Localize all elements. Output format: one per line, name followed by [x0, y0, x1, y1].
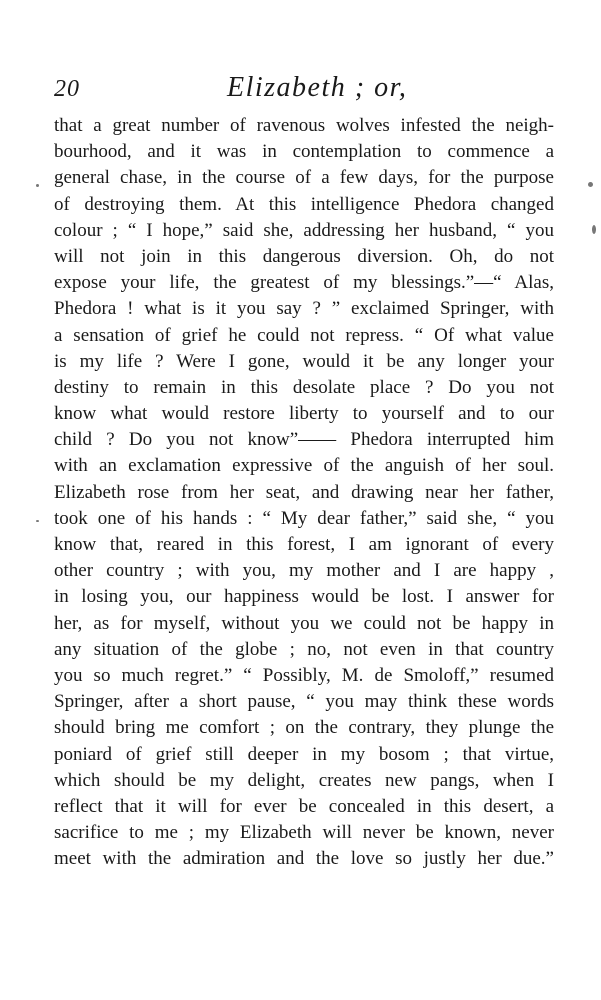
- print-speck: [592, 225, 596, 234]
- text-line: took one of his hands : “ My dear father,” said she, “ you: [54, 507, 554, 529]
- text-line: expose your life, the greatest of my blessings.”—“ Alas,: [54, 272, 554, 294]
- text-line: any situation of the globe ; no, not even in that country: [54, 638, 554, 660]
- text-line: is my life ? Were I gone, would it be any longer your: [54, 350, 554, 372]
- text-line: which should be my delight, creates new pangs, when I: [54, 769, 554, 791]
- text-line: destiny to remain in this desolate place ? Do you not: [54, 376, 554, 398]
- text-line: a sensation of grief he could not repress. “ Of what value: [54, 324, 554, 346]
- text-line: will not join in this dangerous diversion. Oh, do not: [54, 245, 554, 267]
- text-line: Elizabeth rose from her seat, and drawing near her father,: [54, 481, 554, 503]
- text-line: know that, reared in this forest, I am ignorant of every: [54, 534, 554, 555]
- text-line: Springer, after a short pause, “ you may think these words: [54, 691, 554, 713]
- text-line: sacrifice to me ; my Elizabeth will never be known, never: [54, 822, 554, 844]
- text-line: general chase, in the course of a few days, for the purpose: [54, 167, 554, 189]
- text-line: bourhood, and it was in contemplation to commence a: [54, 141, 554, 163]
- text-line: reflect that it will for ever be concealed in this desert, a: [54, 795, 554, 817]
- text-line: other country ; with you, my mother and I are happy ,: [54, 560, 554, 582]
- body-text: [54, 113, 554, 872]
- text-line: colour ; “ I hope,” said she, addressing her husband, “ you: [54, 219, 554, 241]
- text-line: in losing you, our happiness would be lost. I answer for: [54, 586, 554, 608]
- text-line: her, as for myself, without you we could not be happy in: [54, 612, 554, 634]
- print-speck: [36, 184, 39, 187]
- page-header: [52, 72, 552, 106]
- text-line: Phedora ! what is it you say ? ” exclaimed Springer, with: [54, 298, 554, 320]
- text-line: child ? Do you not know”—— Phedora interrupted him: [54, 429, 554, 451]
- text-line: that a great number of ravenous wolves infested the neigh-: [54, 115, 554, 136]
- print-speck: [588, 182, 593, 187]
- text-line: of destroying them. At this intelligence Phedora changed: [54, 193, 554, 215]
- text-line: with an exclamation expressive of the anguish of her soul.: [54, 455, 554, 477]
- text-line: meet with the admiration and the love so justly her due.”: [54, 848, 554, 870]
- text-line: know what would restore liberty to yourself and to our: [54, 403, 554, 425]
- page-number: 20: [54, 76, 80, 102]
- text-line: you so much regret.” “ Possibly, M. de Smoloff,” resumed: [54, 664, 554, 686]
- text-line: poniard of grief still deeper in my bosom ; that virtue,: [54, 743, 554, 765]
- running-title: Elizabeth ; or,: [227, 72, 408, 103]
- print-speck: [36, 520, 39, 522]
- text-line: should bring me comfort ; on the contrary, they plunge the: [54, 717, 554, 739]
